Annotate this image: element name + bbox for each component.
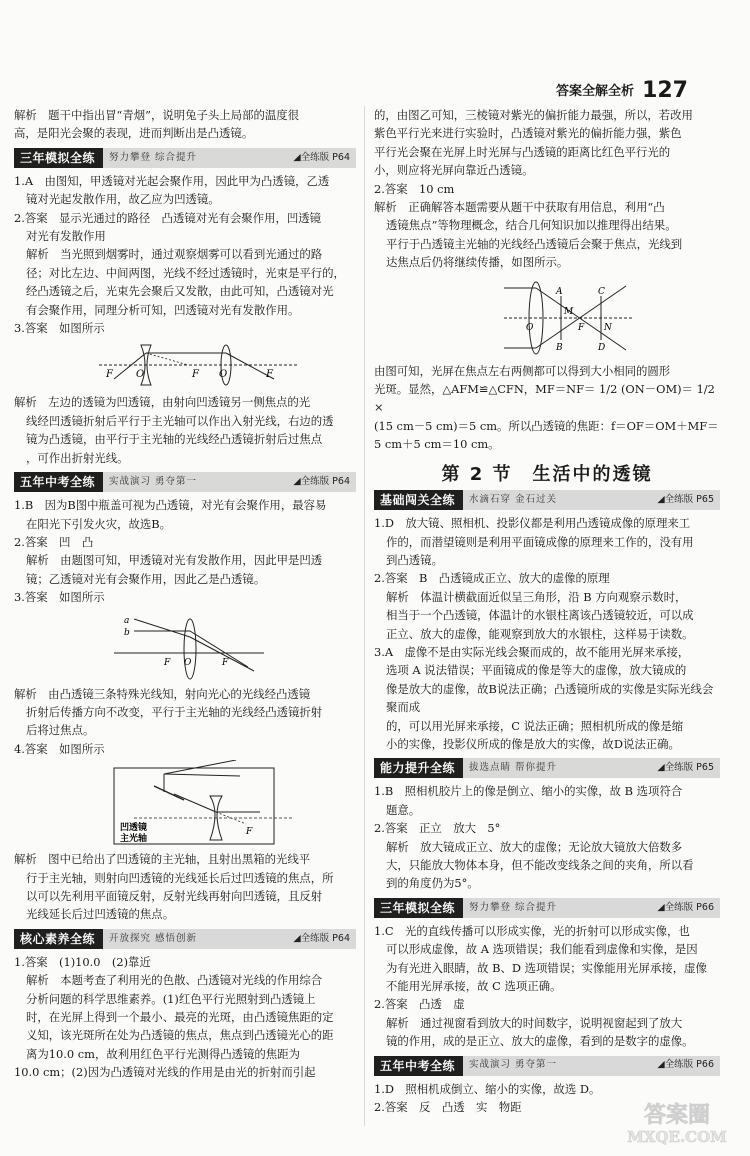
label-b: b [124, 627, 130, 638]
answers-block [374, 514, 720, 753]
text-line: 2.答案 凸透 虚 [374, 997, 465, 1012]
text-line: 1.C 光的直线传播可以形成实像，光的折射可以形成实像，也 [374, 923, 690, 938]
text-line: 义知，该光斑所在处为凸透镜的焦点，焦点到凸透镜光心的距 [26, 1028, 334, 1043]
section-bar-sanian [14, 148, 356, 168]
text-line: 光线延长后过凹透镜的焦点。 [26, 907, 175, 922]
text-line: 小的实像，投影仪所成的像是放大的实像，故D说法正确。 [386, 736, 680, 751]
answers-block [14, 953, 356, 1082]
text-line: 的，由图乙可知，三棱镜对紫光的偏折能力最强，所以，若改用 [374, 108, 693, 122]
label-f: F [192, 369, 199, 381]
left-column [14, 106, 356, 1082]
text-line: 2.答案 10 cm [374, 181, 455, 196]
text-line: 解析 正确解答本题需要从题干中获取有用信息，利用“凸 [374, 200, 665, 215]
text-line: 高，是阳光会聚的表现，进而判断出是凸透镜。 [14, 126, 254, 141]
section-bar-hexin [14, 929, 356, 949]
text-line: 镜；乙透镜对光有会聚作用，因此乙是凸透镜。 [26, 571, 266, 586]
bar-title: 能力提升全练 [374, 758, 463, 778]
label-a: a [124, 615, 130, 626]
figure-focus-screen [374, 274, 720, 360]
text-line: 光斑。显然，△AFM≌△CFN，MF＝NF＝ 1/2 (ON－OM)＝ 1/2 × [374, 382, 715, 415]
text-line: 折射后传播方向不改变，平行于主光轴的光线经凸透镜折射 [26, 704, 323, 719]
label-point-c: C [598, 286, 605, 297]
bar-ref: ◢全练版 P64 [293, 475, 350, 487]
text-line: 相当于一个凸透镜，体温计的水银柱离该凸透镜较近，可以成 [386, 608, 694, 623]
text-line: 题意。 [386, 802, 421, 817]
label-point-o: O [526, 322, 534, 333]
text-line: 时，在光屏上得到一个最小、最亮的光斑，由凸透镜焦距的定 [26, 1010, 334, 1024]
label-o: O [136, 369, 145, 381]
text-line: 透镜焦点”等物理概念，结合几何知识加以推理得出结果。 [386, 218, 677, 233]
text-line: 解析 图中已给出了凹透镜的主光轴，且射出黑箱的光线平 [14, 852, 311, 867]
section-bar-nengli [374, 758, 720, 778]
text-line: 镜为凸透镜，由平行于主光轴的光线经凸透镜折射后过焦点 [26, 432, 323, 447]
label-point-f: F [578, 322, 585, 333]
answers-block [374, 922, 720, 1051]
bar-title: 核心素养全练 [14, 929, 103, 949]
bar-subtitle: 努力攀登 综合提升 [469, 901, 558, 913]
text-line: 正立、放大的虚像，能观察到放大的水银柱，这样易于读数。 [386, 626, 694, 641]
text-line: 解析 由题图可知，甲透镜对光有发散作用，因此甲是凹透 [26, 553, 323, 568]
label-point-m: M [564, 306, 574, 317]
text-line: 紫色平行光来进行实验时，凸透镜对紫光的偏折能力强，紫色 [374, 126, 682, 141]
focus-diagram [374, 274, 720, 360]
text-line: 达焦点后仍将继续传播，如图所示。 [386, 255, 569, 270]
text-line: 为有光进入眼睛，故 B、D 选项错误；实像能用光屏承接，虚像 [386, 960, 707, 975]
intro-block [14, 106, 356, 143]
section-bar-jichu [374, 490, 720, 510]
text-line: 解析 当光照到烟雾时，通过观察烟雾可以看到光通过的路 [26, 247, 323, 262]
text-line: 2.答案 B 凸透镜成正立、放大的虚像的原理 [374, 571, 610, 586]
text-line: (15 cm－5 cm)＝5 cm。所以凸透镜的焦距：f＝OF＝OM＋MF＝ [374, 418, 719, 433]
text-line: 4.答案 如图所示 [14, 741, 105, 756]
text-line: 3.答案 如图所示 [14, 590, 105, 605]
bar-subtitle: 实战演习 勇夺第一 [109, 475, 198, 487]
label-o: O [219, 369, 228, 381]
text-line: 解析 放大镜成正立、放大的虚像；无论放大镜放大倍数多 [386, 839, 683, 854]
text-line: 平行于凸透镜主光轴的光线经凸透镜后会聚于焦点，光线到 [386, 236, 683, 251]
watermark-text: 答案圈 [643, 1102, 711, 1128]
bar-ref: ◢全练版 P65 [657, 762, 714, 774]
text-line: 在阳光下引发火灾，故选B。 [26, 516, 172, 531]
bar-title: 五年中考全练 [374, 1056, 463, 1076]
bar-title: 基础闯关全练 [374, 490, 463, 510]
text-line: 由图可知，光屏在焦点左右两侧都可以得到大小相同的圆形 [374, 363, 671, 378]
label-point-n: N [604, 322, 612, 333]
section-bar-sanian-2 [374, 898, 720, 918]
analysis-block [14, 393, 356, 467]
label-f: F [222, 657, 229, 668]
text-line: 平行光会聚在光屏上时光屏与凸透镜的距离比红色平行光的 [374, 144, 671, 159]
text-line: 2.答案 凹 凸 [14, 534, 94, 549]
lens-diagram-1 [14, 339, 356, 391]
answers-block [374, 106, 720, 272]
watermark-url: MXQE.COM [627, 1128, 727, 1146]
bar-subtitle: 水滴石穿 金石过关 [469, 493, 558, 505]
text-line: 小，则应将光屏向靠近凸透镜。 [374, 163, 534, 178]
text-line: 解析 左边的透镜为凹透镜，由射向凹透镜另一侧焦点的光 [14, 395, 311, 410]
text-line: 2.答案 显示光通过的路径 凸透镜对光有会聚作用，凹透镜 [14, 210, 322, 225]
text-line: 解析 题干中指出冒“青烟”，说明兔子头上局部的温度很 [14, 108, 300, 122]
analysis-block [14, 850, 356, 924]
text-line: 1.A 由图知，甲透镜对光起会聚作用，因此甲为凸透镜，乙透 [14, 173, 330, 188]
text-line: 大，只能放大物体本身，但不能改变线条之间的夹角，所以看 [386, 858, 694, 872]
bar-subtitle: 拔选点睛 帮你提升 [469, 762, 558, 774]
bar-ref: ◢全练版 P66 [657, 1059, 714, 1071]
text-line: 1.B 因为B图中瓶盖可视为凸透镜，对光有会聚作用，最容易 [14, 498, 327, 513]
text-line: 作的，而潜望镜则是利用平面镜成像的原理来工作的，没有用 [386, 534, 694, 549]
label-o: O [184, 657, 192, 668]
text-line: 的，可以用光屏来承接，C 说法正确；照相机所成的像是缩 [386, 718, 684, 733]
text-line: 不能用光屏承接，故 C 选项正确。 [386, 979, 562, 994]
analysis-block [374, 362, 720, 454]
figure-lens-ray-1 [14, 339, 356, 391]
lens-diagram-2 [14, 609, 356, 683]
text-line: 解析 通过视窗看到放大的时间数字，说明视窗起到了放大 [386, 1015, 683, 1030]
section-bar-wunian [14, 472, 356, 492]
text-line: 10.0 cm；(2)因为凸透镜对光线的作用是由光的折射而引起 [14, 1065, 316, 1080]
section-bar-wunian-2 [374, 1056, 720, 1076]
bar-subtitle: 实战演习 勇夺第一 [469, 1059, 558, 1071]
page-number: 127 [642, 78, 688, 103]
text-line: 到的角度仍为5°。 [386, 876, 479, 891]
text-line: 径；对比左边、中间两图，光线不经过透镜时，光束是平行的， [26, 265, 345, 280]
text-line: 5 cm＋5 cm＝10 cm。 [374, 437, 500, 452]
text-line: 解析 体温计横截面近似呈三角形，沿 B 方向观察示数时， [386, 589, 687, 604]
text-line: 后将过焦点。 [26, 723, 95, 738]
text-line: 选项 A 说法错误；平面镜成的像是等大的虚像，放大镜成的 [386, 663, 687, 678]
bar-subtitle: 努力攀登 综合提升 [109, 151, 198, 163]
label-main-axis: 主光轴 [120, 834, 148, 845]
analysis-block [14, 685, 356, 759]
label-point-d: D [598, 342, 606, 353]
bar-title: 三年模拟全练 [14, 148, 103, 168]
text-line: 2.答案 反 凸透 实 物距 [374, 1100, 522, 1115]
label-point-b: B [556, 342, 563, 353]
text-line: 经凸透镜之后，光束先会聚后又发散，由此可知，凸透镜对光 [26, 284, 334, 299]
answers-block [14, 172, 356, 338]
text-line: 行于主光轴，则射向凹透镜的光线延长后过凹透镜的焦点，所 [26, 870, 334, 885]
label-f: F [106, 369, 113, 381]
text-line: 离为10.0 cm，故利用红色平行光测得凸透镜的焦距为 [26, 1046, 300, 1061]
text-line: 解析 本题考查了利用光的色散、凸透镜对光线的作用综合 [26, 973, 323, 988]
text-line: 3.A 虚像不是由实际光线会聚而成的，故不能用光屏来承接， [374, 644, 690, 659]
bar-title: 五年中考全练 [14, 472, 103, 492]
answers-block [374, 782, 720, 892]
label-f: F [246, 827, 253, 838]
bar-title: 三年模拟全练 [374, 898, 463, 918]
text-line: 2.答案 正立 放大 5° [374, 821, 501, 836]
header-title: 答案全解全析 [556, 84, 635, 99]
bar-ref: ◢全练版 P64 [293, 932, 350, 944]
bar-ref: ◢全练版 P66 [657, 901, 714, 913]
bar-subtitle: 开放探究 感悟创新 [109, 932, 198, 944]
section-title: 第 2 节 生活中的透镜 [441, 463, 653, 485]
text-line: 1.D 放大镜、照相机、投影仪都是利用凸透镜成像的原理来工 [374, 516, 691, 531]
figure-lens-ray-2 [14, 609, 356, 683]
text-line: 分析问题的科学思维素养。(1)红色平行光照射到凸透镜上 [26, 991, 316, 1006]
text-line: 1.D 照相机成倒立、缩小的实像，故选 D。 [374, 1081, 601, 1096]
answers-block [14, 496, 356, 606]
figure-blackbox [14, 760, 356, 848]
site-watermark-logo [618, 1098, 736, 1146]
text-line: 1.答案 (1)10.0 (2)靠近 [14, 954, 151, 969]
label-f: F [266, 369, 273, 381]
label-point-a: A [556, 286, 563, 297]
text-line: 对光有发散作用 [26, 229, 106, 244]
text-line: 有会聚作用，同理分析可知，凹透镜对光有发散作用。 [26, 302, 300, 317]
blackbox-diagram [14, 760, 356, 848]
text-line: 解析 由凸透镜三条特殊光线知，射向光心的光线经凸透镜 [14, 686, 311, 701]
label-f: F [164, 657, 171, 668]
text-line: 线经凹透镜折射后平行于主光轴可以作出入射光线，右边的透 [26, 413, 334, 428]
text-line: 可以形成虚像，故 A 选项错误；我们能看到虚像和实像，是因 [386, 942, 698, 957]
text-line: ，可作出折射光线。 [26, 450, 129, 465]
label-concave-lens: 凹透镜 [120, 823, 148, 834]
text-line: 以可以先利用平面镜反射，反射光线再射向凹透镜，且反射 [26, 888, 323, 903]
text-line: 3.答案 如图所示 [14, 321, 105, 336]
text-line: 镜对光起发散作用，故乙应为凹透镜。 [26, 192, 220, 207]
text-line: 到凸透镜。 [386, 552, 443, 567]
text-line: 镜的作用，成的是正立、放大的虚像，看到的是数字的虚像。 [386, 1034, 694, 1049]
page-header [556, 74, 688, 102]
text-line: 像是放大的虚像，故B说法正确；凸透镜所成的实像是实际光线会聚而成 [386, 681, 714, 715]
bar-ref: ◢全练版 P65 [657, 493, 714, 505]
bar-ref: ◢全练版 P64 [293, 151, 350, 163]
right-column [374, 106, 720, 1116]
column-divider [364, 106, 365, 1126]
text-line: 1.B 照相机胶片上的像是倒立、缩小的实像，故 B 选项符合 [374, 784, 683, 799]
